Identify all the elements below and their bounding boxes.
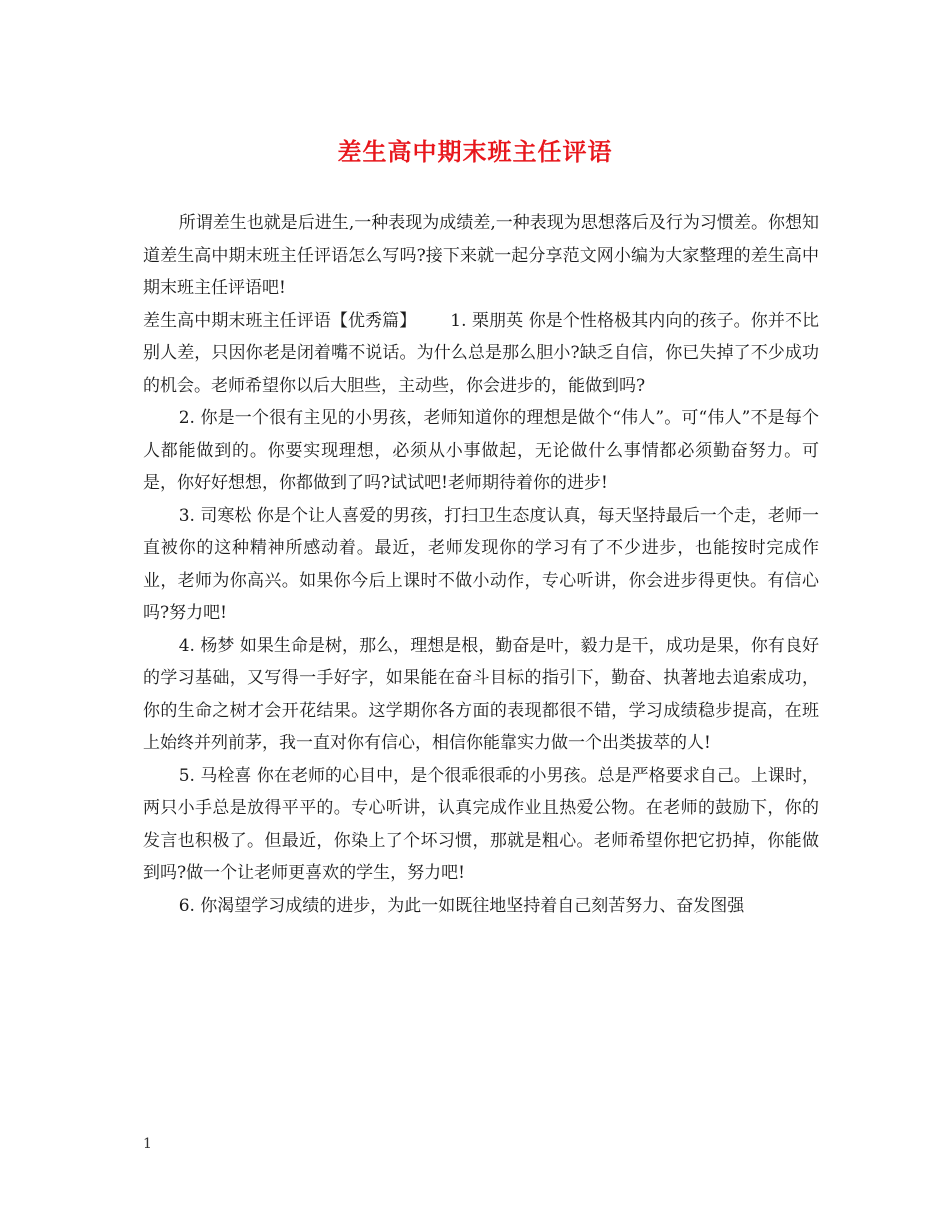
section-heading: 差生高中期末班主任评语【优秀篇】 <box>143 310 417 331</box>
item-4-paragraph: 4. 杨梦 如果生命是树，那么，理想是根，勤奋是叶，毅力是干，成功是果，你有良好的学习基础，又写得一手好字，如果能在奋斗目标的指引下，勤奋、执著地去追索成功，你的生命之树才会开花结果。这学期你各方面的表现都很不错，学习成绩稳步提高，在班上始终并列前茅，我一直对你有信心，相信你能靠实力做一个出类拔萃的人! <box>143 635 819 753</box>
item-1-paragraph <box>143 305 819 403</box>
item-1-text: 你并不比别人差，只因你老是闭着嘴不说话。为什么总是那么胆小?缺乏自信，你已失掉了不少成功的机会。老师希望你以后大胆些，主动些，你会进步的，能做到吗? <box>143 310 820 396</box>
item-1-lead: 1. 栗朋英 你是个性格极其内向的孩子。 <box>450 310 751 331</box>
item-6-paragraph: 6. 你渴望学习成绩的进步，为此一如既往地坚持着自己刻苦努力、奋发图强 <box>178 895 745 916</box>
page-number: 1 <box>143 1136 152 1152</box>
item-2-paragraph: 2. 你是一个很有主见的小男孩，老师知道你的理想是做个“伟人”。可“伟人”不是每个人都能做到的。你要实现理想，必须从小事做起，无论做什么事情都必须勤奋努力。可是，你好好想想，你都做到了吗?试试吧!老师期待着你的进步! <box>143 408 819 493</box>
document-title: 差生高中期末班主任评语 <box>337 138 613 166</box>
item-3-paragraph: 3. 司寒松 你是个让人喜爱的男孩，打扫卫生态度认真，每天坚持最后一个走，老师一直被你的这种精神所感动着。最近，老师发现你的学习有了不少进步，也能按时完成作业，老师为你高兴。如果你今后上课时不做小动作，专心听讲，你会进步得更快。有信心吗?努力吧! <box>143 505 819 623</box>
intro-paragraph: 所谓差生也就是后进生,一种表现为成绩差,一种表现为思想落后及行为习惯差。你想知道差生高中期末班主任评语怎么写吗?接下来就一起分享范文网小编为大家整理的差生高中期末班主任评语吧! <box>143 213 819 298</box>
document-body <box>143 207 819 922</box>
item-5-paragraph: 5. 马栓喜 你在老师的心目中，是个很乖很乖的小男孩。总是严格要求自己。上课时，两只小手总是放得平平的。专心听讲，认真完成作业且热爱公物。在老师的鼓励下，你的发言也积极了。但最近，你染上了个坏习惯，那就是粗心。老师希望你把它扔掉，你能做到吗?做一个让老师更喜欢的学生，努力吧! <box>143 765 819 883</box>
